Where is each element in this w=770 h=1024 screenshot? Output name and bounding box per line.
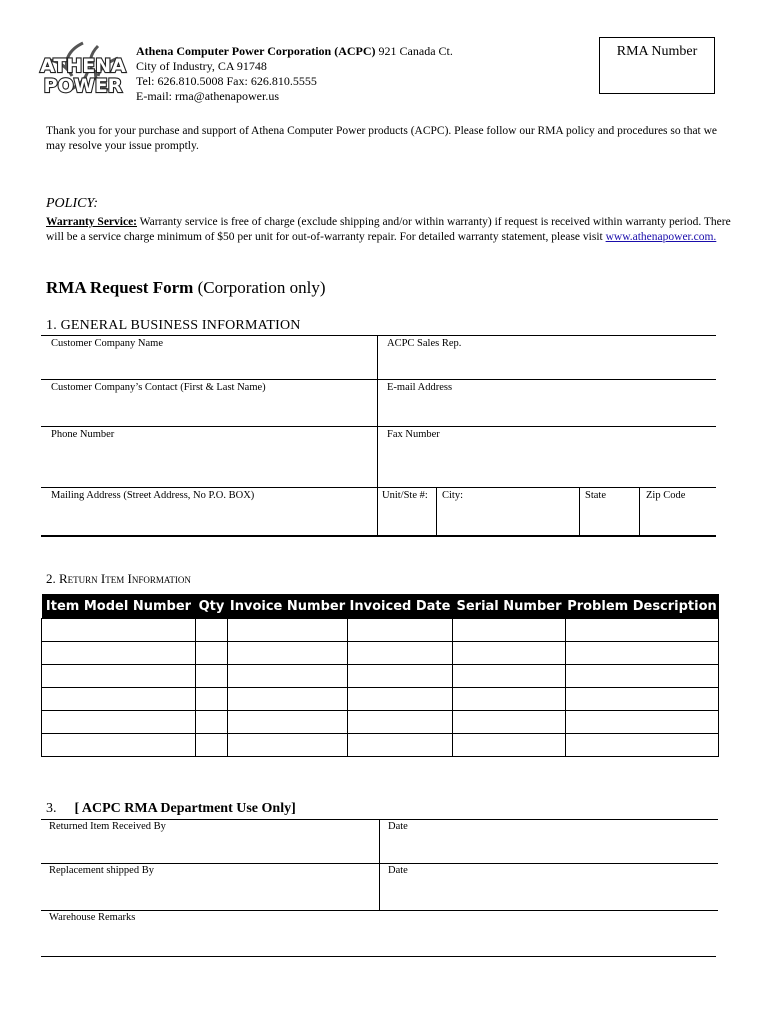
table-cell-input[interactable] — [453, 734, 566, 757]
table-cell-input[interactable] — [348, 688, 453, 711]
table-row — [42, 665, 719, 688]
table-cell-input[interactable] — [566, 642, 719, 665]
warranty-link[interactable]: www.athenapower.com. — [605, 231, 717, 243]
phone-number-field[interactable]: Phone Number — [51, 429, 115, 440]
unit-ste-field[interactable]: Unit/Ste #: — [382, 490, 428, 501]
table-cell-input[interactable] — [228, 734, 348, 757]
company-street: 921 Canada Ct. — [375, 44, 453, 58]
table-cell-input[interactable] — [196, 619, 228, 642]
table-cell-input[interactable] — [42, 619, 196, 642]
athena-power-logo — [38, 40, 128, 98]
svg-text:ATHENA: ATHENA — [40, 55, 126, 77]
divider — [41, 335, 716, 336]
policy-text — [46, 215, 736, 245]
table-row — [42, 642, 719, 665]
table-cell-input[interactable] — [42, 642, 196, 665]
customer-contact-field[interactable]: Customer Company’s Contact (First & Last Name) — [51, 382, 266, 393]
table-cell-input[interactable] — [196, 688, 228, 711]
table-cell-input[interactable] — [42, 734, 196, 757]
divider — [436, 487, 437, 535]
divider — [41, 535, 716, 537]
warranty-text: Warranty service is free of charge (exclude shipping and/or within warranty) if request is received within warranty period. There will be a service charge minimum of $50 per unit for out-of-warranty repair. For detailed warranty statement, please visit — [46, 216, 731, 243]
divider — [41, 910, 718, 911]
rma-number-box[interactable] — [599, 37, 715, 94]
section2-heading-word: tem — [105, 571, 128, 586]
company-city: City of Industry, CA 91748 — [136, 59, 267, 73]
table-row — [42, 734, 719, 757]
table-cell-input[interactable] — [566, 688, 719, 711]
col-serial-number: Serial Number — [453, 594, 566, 619]
divider — [639, 487, 640, 535]
intro-text: Thank you for your purchase and support of Athena Computer Power products (ACPC). Please follow our RMA policy and procedures so that we may resolve your issue promptly. — [46, 125, 718, 152]
zip-code-field[interactable]: Zip Code — [646, 490, 686, 501]
col-invoice-number: Invoice Number — [228, 594, 348, 619]
table-cell-input[interactable] — [566, 734, 719, 757]
table-cell-input[interactable] — [348, 642, 453, 665]
section3-number: 3. — [46, 801, 57, 816]
warranty-label: Warranty Service: — [46, 216, 138, 228]
table-cell-input[interactable] — [228, 619, 348, 642]
table-row — [42, 619, 719, 642]
table-row — [42, 711, 719, 734]
divider — [41, 426, 716, 427]
rma-department-form — [41, 818, 718, 958]
table-cell-input[interactable] — [196, 734, 228, 757]
mailing-address-field[interactable]: Mailing Address (Street Address, No P.O. BOX) — [51, 490, 255, 501]
section2-heading-letter: I — [100, 571, 106, 586]
table-cell-input[interactable] — [348, 734, 453, 757]
table-cell-input[interactable] — [453, 665, 566, 688]
divider — [41, 487, 716, 488]
section2-heading-prefix: 2. R — [46, 571, 68, 586]
divider — [379, 819, 380, 910]
table-cell-input[interactable] — [196, 665, 228, 688]
email-address-field[interactable]: E-mail Address — [387, 382, 453, 393]
acpc-sales-rep-field[interactable]: ACPC Sales Rep. — [387, 338, 462, 349]
table-cell-input[interactable] — [42, 665, 196, 688]
table-cell-input[interactable] — [348, 665, 453, 688]
section2-heading — [46, 571, 191, 587]
company-name: Athena Computer Power Corporation (ACPC) — [136, 44, 376, 58]
table-cell-input[interactable] — [228, 688, 348, 711]
table-cell-input[interactable] — [42, 711, 196, 734]
table-cell-input[interactable] — [348, 619, 453, 642]
table-cell-input[interactable] — [196, 711, 228, 734]
policy-heading: POLICY: — [46, 196, 98, 211]
table-cell-input[interactable] — [228, 642, 348, 665]
form-title-rest: (Corporation only) — [193, 278, 326, 297]
company-email: E-mail: rma@athenapower.us — [136, 89, 280, 103]
section2-heading-word: eturn — [67, 571, 101, 586]
city-field[interactable]: City: — [442, 490, 464, 501]
rma-number-label: RMA Number — [616, 44, 698, 59]
divider — [41, 379, 716, 380]
form-title-bold: RMA Request Form — [46, 278, 194, 297]
received-date-field[interactable]: Date — [388, 821, 408, 832]
section3-title: [ ACPC RMA Department Use Only] — [74, 801, 296, 816]
returned-received-by-field[interactable]: Returned Item Received By — [49, 821, 166, 832]
table-cell-input[interactable] — [566, 619, 719, 642]
warehouse-remarks-field[interactable]: Warehouse Remarks — [49, 912, 136, 923]
table-cell-input[interactable] — [453, 711, 566, 734]
table-cell-input[interactable] — [228, 711, 348, 734]
table-cell-input[interactable] — [228, 665, 348, 688]
company-phone-fax: Tel: 626.810.5008 Fax: 626.810.5555 — [136, 74, 317, 88]
section2-heading-letter: I — [127, 571, 132, 586]
table-cell-input[interactable] — [196, 642, 228, 665]
customer-company-name-field[interactable]: Customer Company Name — [51, 338, 163, 349]
table-cell-input[interactable] — [453, 688, 566, 711]
company-info — [136, 44, 453, 104]
divider — [579, 487, 580, 535]
state-field[interactable]: State — [585, 490, 606, 501]
table-cell-input[interactable] — [453, 619, 566, 642]
table-cell-input[interactable] — [566, 711, 719, 734]
table-cell-input[interactable] — [348, 711, 453, 734]
table-cell-input[interactable] — [42, 688, 196, 711]
table-cell-input[interactable] — [566, 665, 719, 688]
fax-number-field[interactable]: Fax Number — [387, 429, 440, 440]
table-row — [42, 688, 719, 711]
general-business-form — [41, 334, 716, 536]
col-item-model-number: Item Model Number — [42, 594, 196, 619]
divider — [377, 335, 378, 535]
divider — [41, 956, 716, 957]
section1-heading: 1. GENERAL BUSINESS INFORMATION — [46, 318, 301, 333]
table-cell-input[interactable] — [453, 642, 566, 665]
return-items-table — [41, 594, 719, 757]
section2-heading-word: nformation — [131, 571, 191, 586]
section3-heading — [46, 801, 296, 817]
shipped-date-field[interactable]: Date — [388, 865, 408, 876]
col-invoiced-date: Invoiced Date — [348, 594, 453, 619]
col-problem-description: Problem Description — [566, 594, 719, 619]
form-title — [46, 278, 326, 298]
table-header-row — [42, 594, 719, 619]
replacement-shipped-by-field[interactable]: Replacement shipped By — [49, 865, 154, 876]
svg-text:POWER: POWER — [43, 75, 123, 97]
col-qty: Qty — [196, 594, 228, 619]
